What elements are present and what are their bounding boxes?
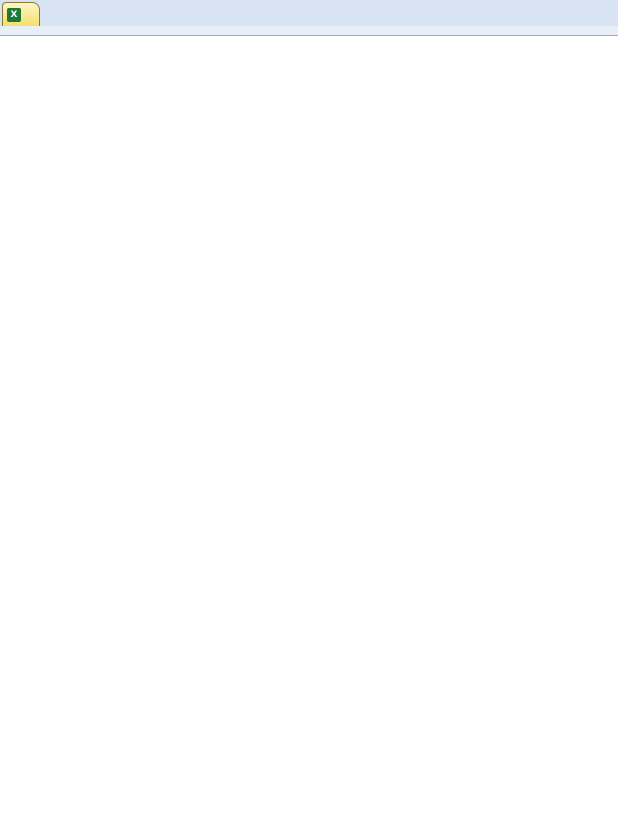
workbook-tab[interactable]: [2, 2, 40, 26]
column-header-bar: [0, 26, 618, 36]
workbook-tab-bar: [0, 0, 618, 27]
excel-icon: X: [7, 8, 21, 22]
